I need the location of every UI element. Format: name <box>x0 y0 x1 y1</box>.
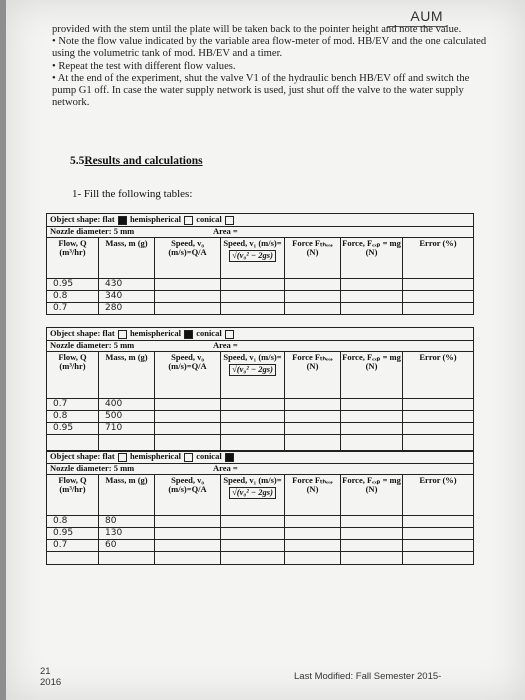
cell-mass: 280 <box>99 303 155 314</box>
cell-empty <box>155 528 221 539</box>
col-error: Error (%) <box>419 351 457 362</box>
cell-empty <box>155 540 221 551</box>
cell-empty <box>221 399 285 410</box>
col-speed-v1 <box>221 475 285 515</box>
table-header <box>47 237 473 278</box>
results-table-flat <box>46 213 474 315</box>
col-speed-v0: Speed, v₀ (m/s)=Q/A <box>155 352 221 398</box>
cell-empty <box>285 435 341 451</box>
cell-empty <box>155 279 221 290</box>
cell-empty <box>285 540 341 551</box>
footer-year: 2016 <box>40 677 62 688</box>
speed-formula: √(v₀² − 2gs) <box>229 364 276 376</box>
col-speed-v1-label: Speed, v₁ (m/s)= <box>223 474 282 485</box>
cell-empty <box>403 528 473 539</box>
cell-empty <box>285 516 341 527</box>
col-force-theo: Force Fₜₕₑₒ, (N) <box>285 475 341 515</box>
cell-empty <box>403 399 473 410</box>
cell-empty <box>155 411 221 422</box>
col-speed-v1 <box>221 352 285 398</box>
cell-mass: 710 <box>99 423 155 434</box>
cell-empty <box>341 303 403 314</box>
area-label: Area = <box>213 462 238 473</box>
col-mass: Mass, m (g) <box>99 475 155 515</box>
cell-flow: 0.7 <box>47 303 99 314</box>
cell-empty <box>341 552 403 564</box>
cell-empty <box>155 435 221 451</box>
cell-mass: 500 <box>99 411 155 422</box>
cell-empty <box>285 303 341 314</box>
cell-empty <box>155 552 221 564</box>
cell-empty <box>285 552 341 564</box>
nozzle-diameter: Nozzle diameter: 5 mm <box>50 339 135 350</box>
col-speed-v1-label: Speed, v₁ (m/s)= <box>223 351 282 362</box>
checkbox-flat <box>118 453 127 462</box>
cell-empty <box>221 291 285 302</box>
col-flow: Flow, Q (m³/hr) <box>47 352 99 398</box>
cell-empty <box>341 540 403 551</box>
table-header <box>47 474 473 515</box>
object-shape-line <box>47 328 473 340</box>
shape-label: Object shape: flat <box>50 451 115 461</box>
cell-empty <box>403 279 473 290</box>
option-conical: conical <box>196 451 222 461</box>
cell-empty <box>341 291 403 302</box>
checkbox-flat-checked <box>118 216 127 225</box>
nozzle-line <box>47 463 473 474</box>
col-speed-v0: Speed, v₀ (m/s)=Q/A <box>155 475 221 515</box>
object-shape-line <box>47 214 473 226</box>
option-conical: conical <box>196 214 222 224</box>
cell-mass: 130 <box>99 528 155 539</box>
col-flow: Flow, Q (m³/hr) <box>47 238 99 278</box>
area-label: Area = <box>213 339 238 350</box>
table-row <box>47 302 473 314</box>
cell-mass: 430 <box>99 279 155 290</box>
document-page <box>6 0 525 700</box>
option-hemispherical: hemispherical <box>129 214 181 224</box>
intro-paragraph: • Repeat the test with different flow values. <box>52 60 236 72</box>
page-footer-left <box>40 666 61 688</box>
object-shape-line <box>47 451 473 463</box>
checkbox-hemispherical <box>184 216 193 225</box>
cell-flow: 0.95 <box>47 528 99 539</box>
checkbox-hemispherical-checked <box>184 330 193 339</box>
col-error: Error (%) <box>419 474 457 485</box>
shape-label: Object shape: flat <box>50 328 115 338</box>
table-row <box>47 398 473 410</box>
cell-empty <box>341 516 403 527</box>
col-mass: Mass, m (g) <box>99 352 155 398</box>
col-speed-v0: Speed, v₀ (m/s)=Q/A <box>155 238 221 278</box>
table-row <box>47 278 473 290</box>
area-label: Area = <box>213 225 238 236</box>
cell-empty <box>285 291 341 302</box>
cell-flow: 0.7 <box>47 399 99 410</box>
cell-empty <box>341 528 403 539</box>
page-number: 21 <box>40 666 51 677</box>
cell-empty <box>341 423 403 434</box>
cell-empty <box>221 516 285 527</box>
table-row-blank <box>47 551 473 564</box>
checkbox-flat <box>118 330 127 339</box>
cell-empty <box>155 516 221 527</box>
cell-empty <box>403 435 473 451</box>
cell-empty <box>221 540 285 551</box>
cell-empty <box>99 435 155 451</box>
nozzle-diameter: Nozzle diameter: 5 mm <box>50 462 135 473</box>
intro-text <box>52 24 492 109</box>
intro-paragraph: • Note the flow value indicated by the variable area flow-meter of mod. HB/EV and the one calculated using the volumetric tank of mod. HB/EV and a timer. <box>52 36 487 60</box>
cell-empty <box>47 435 99 451</box>
instruction-text: 1- Fill the following tables: <box>72 188 193 200</box>
cell-empty <box>403 423 473 434</box>
cell-empty <box>155 399 221 410</box>
col-force-exp: Force, Fₑₓₚ = mg (N) <box>341 352 403 398</box>
checkbox-conical <box>225 330 234 339</box>
cell-empty <box>285 528 341 539</box>
cell-empty <box>155 291 221 302</box>
cell-empty <box>403 291 473 302</box>
checkbox-conical <box>225 216 234 225</box>
cell-empty <box>341 435 403 451</box>
table-row <box>47 539 473 551</box>
table-row <box>47 515 473 527</box>
cell-empty <box>403 303 473 314</box>
last-modified: Last Modified: Fall Semester 2015- <box>294 671 442 682</box>
cell-empty <box>221 528 285 539</box>
table-row <box>47 290 473 302</box>
cell-empty <box>341 411 403 422</box>
cell-empty <box>285 423 341 434</box>
cell-empty <box>341 279 403 290</box>
col-speed-v1 <box>221 238 285 278</box>
cell-mass: 400 <box>99 399 155 410</box>
cell-flow: 0.8 <box>47 291 99 302</box>
results-table-conical <box>46 450 474 565</box>
cell-empty <box>285 411 341 422</box>
nozzle-line <box>47 226 473 237</box>
section-number: 5.5 <box>70 155 85 167</box>
cell-empty <box>221 303 285 314</box>
cell-empty <box>47 552 99 564</box>
table-row <box>47 410 473 422</box>
cell-empty <box>403 552 473 564</box>
section-heading <box>70 155 203 167</box>
cell-empty <box>221 423 285 434</box>
cell-empty <box>99 552 155 564</box>
cell-empty <box>341 399 403 410</box>
col-force-theo: Force Fₜₕₑₒ, (N) <box>285 238 341 278</box>
option-hemispherical: hemispherical <box>129 328 181 338</box>
table-row <box>47 422 473 434</box>
cell-mass: 60 <box>99 540 155 551</box>
cell-empty <box>221 411 285 422</box>
cell-mass: 340 <box>99 291 155 302</box>
cell-empty <box>155 303 221 314</box>
section-title: Results and calculations <box>84 155 203 167</box>
cell-empty <box>221 552 285 564</box>
cell-empty <box>155 423 221 434</box>
table-row <box>47 527 473 539</box>
speed-formula: √(v₀² − 2gs) <box>229 250 276 262</box>
col-speed-v1-label: Speed, v₁ (m/s)= <box>223 237 282 248</box>
option-conical: conical <box>196 328 222 338</box>
checkbox-conical-checked <box>225 453 234 462</box>
speed-formula: √(v₀² − 2gs) <box>229 487 276 499</box>
table-row-blank <box>47 434 473 451</box>
checkbox-hemispherical <box>184 453 193 462</box>
option-hemispherical: hemispherical <box>129 451 181 461</box>
cell-empty <box>285 399 341 410</box>
results-table-hemispherical <box>46 327 474 452</box>
shape-label: Object shape: flat <box>50 214 115 224</box>
nozzle-diameter: Nozzle diameter: 5 mm <box>50 225 135 236</box>
cell-empty <box>403 411 473 422</box>
intro-paragraph: provided with the stem until the plate will be taken back to the pointer height and note the value. <box>52 24 462 35</box>
cell-flow: 0.95 <box>47 423 99 434</box>
cell-flow: 0.8 <box>47 516 99 527</box>
intro-paragraph: • At the end of the experiment, shut the valve V1 of the hydraulic bench HB/EV off and switch the pump G1 off. In case the water supply network is used, just shut off the valve to the water supply network. <box>52 72 470 109</box>
cell-flow: 0.95 <box>47 279 99 290</box>
cell-empty <box>221 435 285 451</box>
cell-empty <box>221 279 285 290</box>
col-mass: Mass, m (g) <box>99 238 155 278</box>
cell-flow: 0.7 <box>47 540 99 551</box>
cell-empty <box>285 279 341 290</box>
cell-empty <box>403 540 473 551</box>
cell-flow: 0.8 <box>47 411 99 422</box>
col-force-exp: Force, Fₑₓₚ = mg (N) <box>341 475 403 515</box>
col-error: Error (%) <box>419 237 457 248</box>
col-force-theo: Force Fₜₕₑₒ, (N) <box>285 352 341 398</box>
cell-empty <box>403 516 473 527</box>
nozzle-line <box>47 340 473 351</box>
cell-mass: 80 <box>99 516 155 527</box>
logo-text: AUM <box>410 8 443 24</box>
col-flow: Flow, Q (m³/hr) <box>47 475 99 515</box>
table-header <box>47 351 473 398</box>
col-force-exp: Force, Fₑₓₚ = mg (N) <box>341 238 403 278</box>
